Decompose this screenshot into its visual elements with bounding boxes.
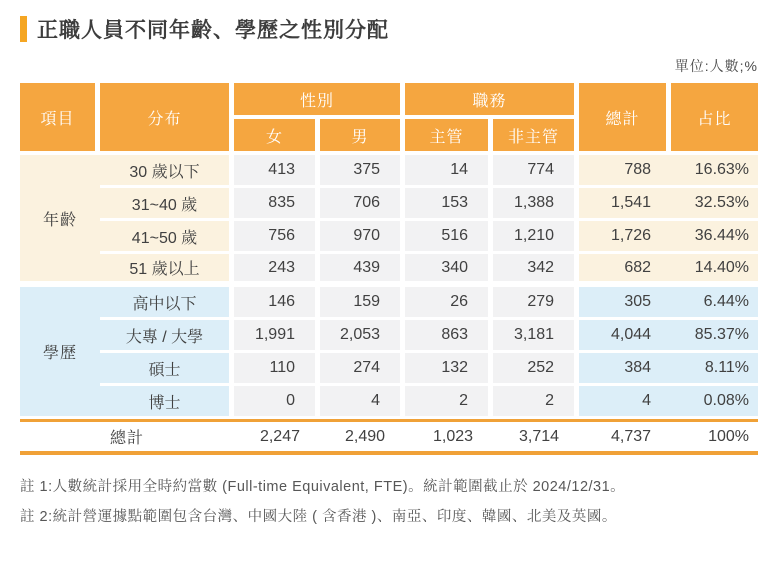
row-label: 高中以下 bbox=[100, 287, 234, 320]
cell-non-supervisor: 1,388 bbox=[493, 188, 579, 221]
cell-female: 0 bbox=[234, 386, 320, 419]
total-section bbox=[20, 419, 758, 455]
total-ratio: 100% bbox=[671, 419, 758, 455]
cell-non-supervisor: 279 bbox=[493, 287, 579, 320]
col-header-female: 女 bbox=[234, 119, 320, 155]
cell-ratio: 0.08% bbox=[671, 386, 758, 419]
cell-female: 756 bbox=[234, 221, 320, 254]
total-supervisor: 1,023 bbox=[405, 419, 493, 455]
table-row bbox=[20, 254, 758, 287]
col-header-distribution: 分布 bbox=[100, 83, 234, 155]
row-label: 大專 / 大學 bbox=[100, 320, 234, 353]
cell-total: 384 bbox=[579, 353, 671, 386]
cell-male: 706 bbox=[320, 188, 405, 221]
footnotes bbox=[20, 472, 758, 532]
col-header-ratio: 占比 bbox=[671, 83, 758, 155]
row-label: 41~50 歲 bbox=[100, 221, 234, 254]
total-row-label: 總計 bbox=[20, 419, 234, 455]
cell-female: 1,991 bbox=[234, 320, 320, 353]
cell-supervisor: 340 bbox=[405, 254, 493, 287]
cell-female: 835 bbox=[234, 188, 320, 221]
row-label: 30 歲以下 bbox=[100, 155, 234, 188]
cell-supervisor: 153 bbox=[405, 188, 493, 221]
cell-total: 4 bbox=[579, 386, 671, 419]
row-label: 31~40 歲 bbox=[100, 188, 234, 221]
gender-distribution-table bbox=[20, 83, 758, 455]
cell-ratio: 8.11% bbox=[671, 353, 758, 386]
cell-ratio: 6.44% bbox=[671, 287, 758, 320]
footnote-2: 註 2:統計營運據點範圍包含台灣、中國大陸 ( 含香港 )、南亞、印度、韓國、北美及英國。 bbox=[20, 509, 617, 525]
cell-supervisor: 516 bbox=[405, 221, 493, 254]
cell-ratio: 16.63% bbox=[671, 155, 758, 188]
title-accent-bar bbox=[20, 16, 27, 42]
cell-supervisor: 2 bbox=[405, 386, 493, 419]
col-header-male: 男 bbox=[320, 119, 405, 155]
col-header-item: 項目 bbox=[20, 83, 100, 155]
cell-non-supervisor: 1,210 bbox=[493, 221, 579, 254]
cell-non-supervisor: 3,181 bbox=[493, 320, 579, 353]
row-label: 碩士 bbox=[100, 353, 234, 386]
total-female: 2,247 bbox=[234, 419, 320, 455]
total-sum: 4,737 bbox=[579, 419, 671, 455]
row-label: 51 歲以上 bbox=[100, 254, 234, 287]
cell-non-supervisor: 252 bbox=[493, 353, 579, 386]
col-header-total: 總計 bbox=[579, 83, 671, 155]
cell-male: 439 bbox=[320, 254, 405, 287]
cell-female: 413 bbox=[234, 155, 320, 188]
table-row bbox=[20, 287, 758, 320]
footnote-1: 註 1:人數統計採用全時約當數 (Full-time Equivalent, FTE)。統計範圍截止於 2024/12/31。 bbox=[20, 479, 626, 495]
cell-total: 4,044 bbox=[579, 320, 671, 353]
table-row bbox=[20, 320, 758, 353]
title-row bbox=[20, 15, 758, 43]
total-row bbox=[20, 419, 758, 455]
education-section bbox=[20, 287, 758, 419]
table-row bbox=[20, 188, 758, 221]
cell-total: 305 bbox=[579, 287, 671, 320]
cell-male: 274 bbox=[320, 353, 405, 386]
age-section bbox=[20, 155, 758, 287]
col-header-supervisor: 主管 bbox=[405, 119, 493, 155]
col-header-gender: 性別 bbox=[234, 83, 405, 119]
cell-supervisor: 863 bbox=[405, 320, 493, 353]
cell-non-supervisor: 2 bbox=[493, 386, 579, 419]
cell-female: 110 bbox=[234, 353, 320, 386]
category-cell: 學歷 bbox=[20, 287, 100, 419]
cell-male: 4 bbox=[320, 386, 405, 419]
cell-male: 2,053 bbox=[320, 320, 405, 353]
cell-total: 1,726 bbox=[579, 221, 671, 254]
row-label: 博士 bbox=[100, 386, 234, 419]
cell-non-supervisor: 342 bbox=[493, 254, 579, 287]
cell-ratio: 85.37% bbox=[671, 320, 758, 353]
col-header-non-supervisor: 非主管 bbox=[493, 119, 579, 155]
total-non-supervisor: 3,714 bbox=[493, 419, 579, 455]
cell-female: 146 bbox=[234, 287, 320, 320]
table-header bbox=[20, 83, 758, 155]
total-male: 2,490 bbox=[320, 419, 405, 455]
cell-total: 1,541 bbox=[579, 188, 671, 221]
cell-male: 159 bbox=[320, 287, 405, 320]
category-cell: 年齡 bbox=[20, 155, 100, 287]
cell-ratio: 32.53% bbox=[671, 188, 758, 221]
cell-supervisor: 132 bbox=[405, 353, 493, 386]
cell-total: 788 bbox=[579, 155, 671, 188]
page-title: 正職人員不同年齡、學歷之性別分配 bbox=[37, 19, 389, 42]
cell-male: 970 bbox=[320, 221, 405, 254]
col-header-position: 職務 bbox=[405, 83, 579, 119]
cell-female: 243 bbox=[234, 254, 320, 287]
table-row bbox=[20, 353, 758, 386]
cell-non-supervisor: 774 bbox=[493, 155, 579, 188]
cell-total: 682 bbox=[579, 254, 671, 287]
table-row bbox=[20, 155, 758, 188]
cell-male: 375 bbox=[320, 155, 405, 188]
cell-ratio: 14.40% bbox=[671, 254, 758, 287]
table-row bbox=[20, 386, 758, 419]
cell-ratio: 36.44% bbox=[671, 221, 758, 254]
cell-supervisor: 26 bbox=[405, 287, 493, 320]
cell-supervisor: 14 bbox=[405, 155, 493, 188]
unit-label: 單位:人數;% bbox=[674, 58, 758, 74]
table-row bbox=[20, 221, 758, 254]
